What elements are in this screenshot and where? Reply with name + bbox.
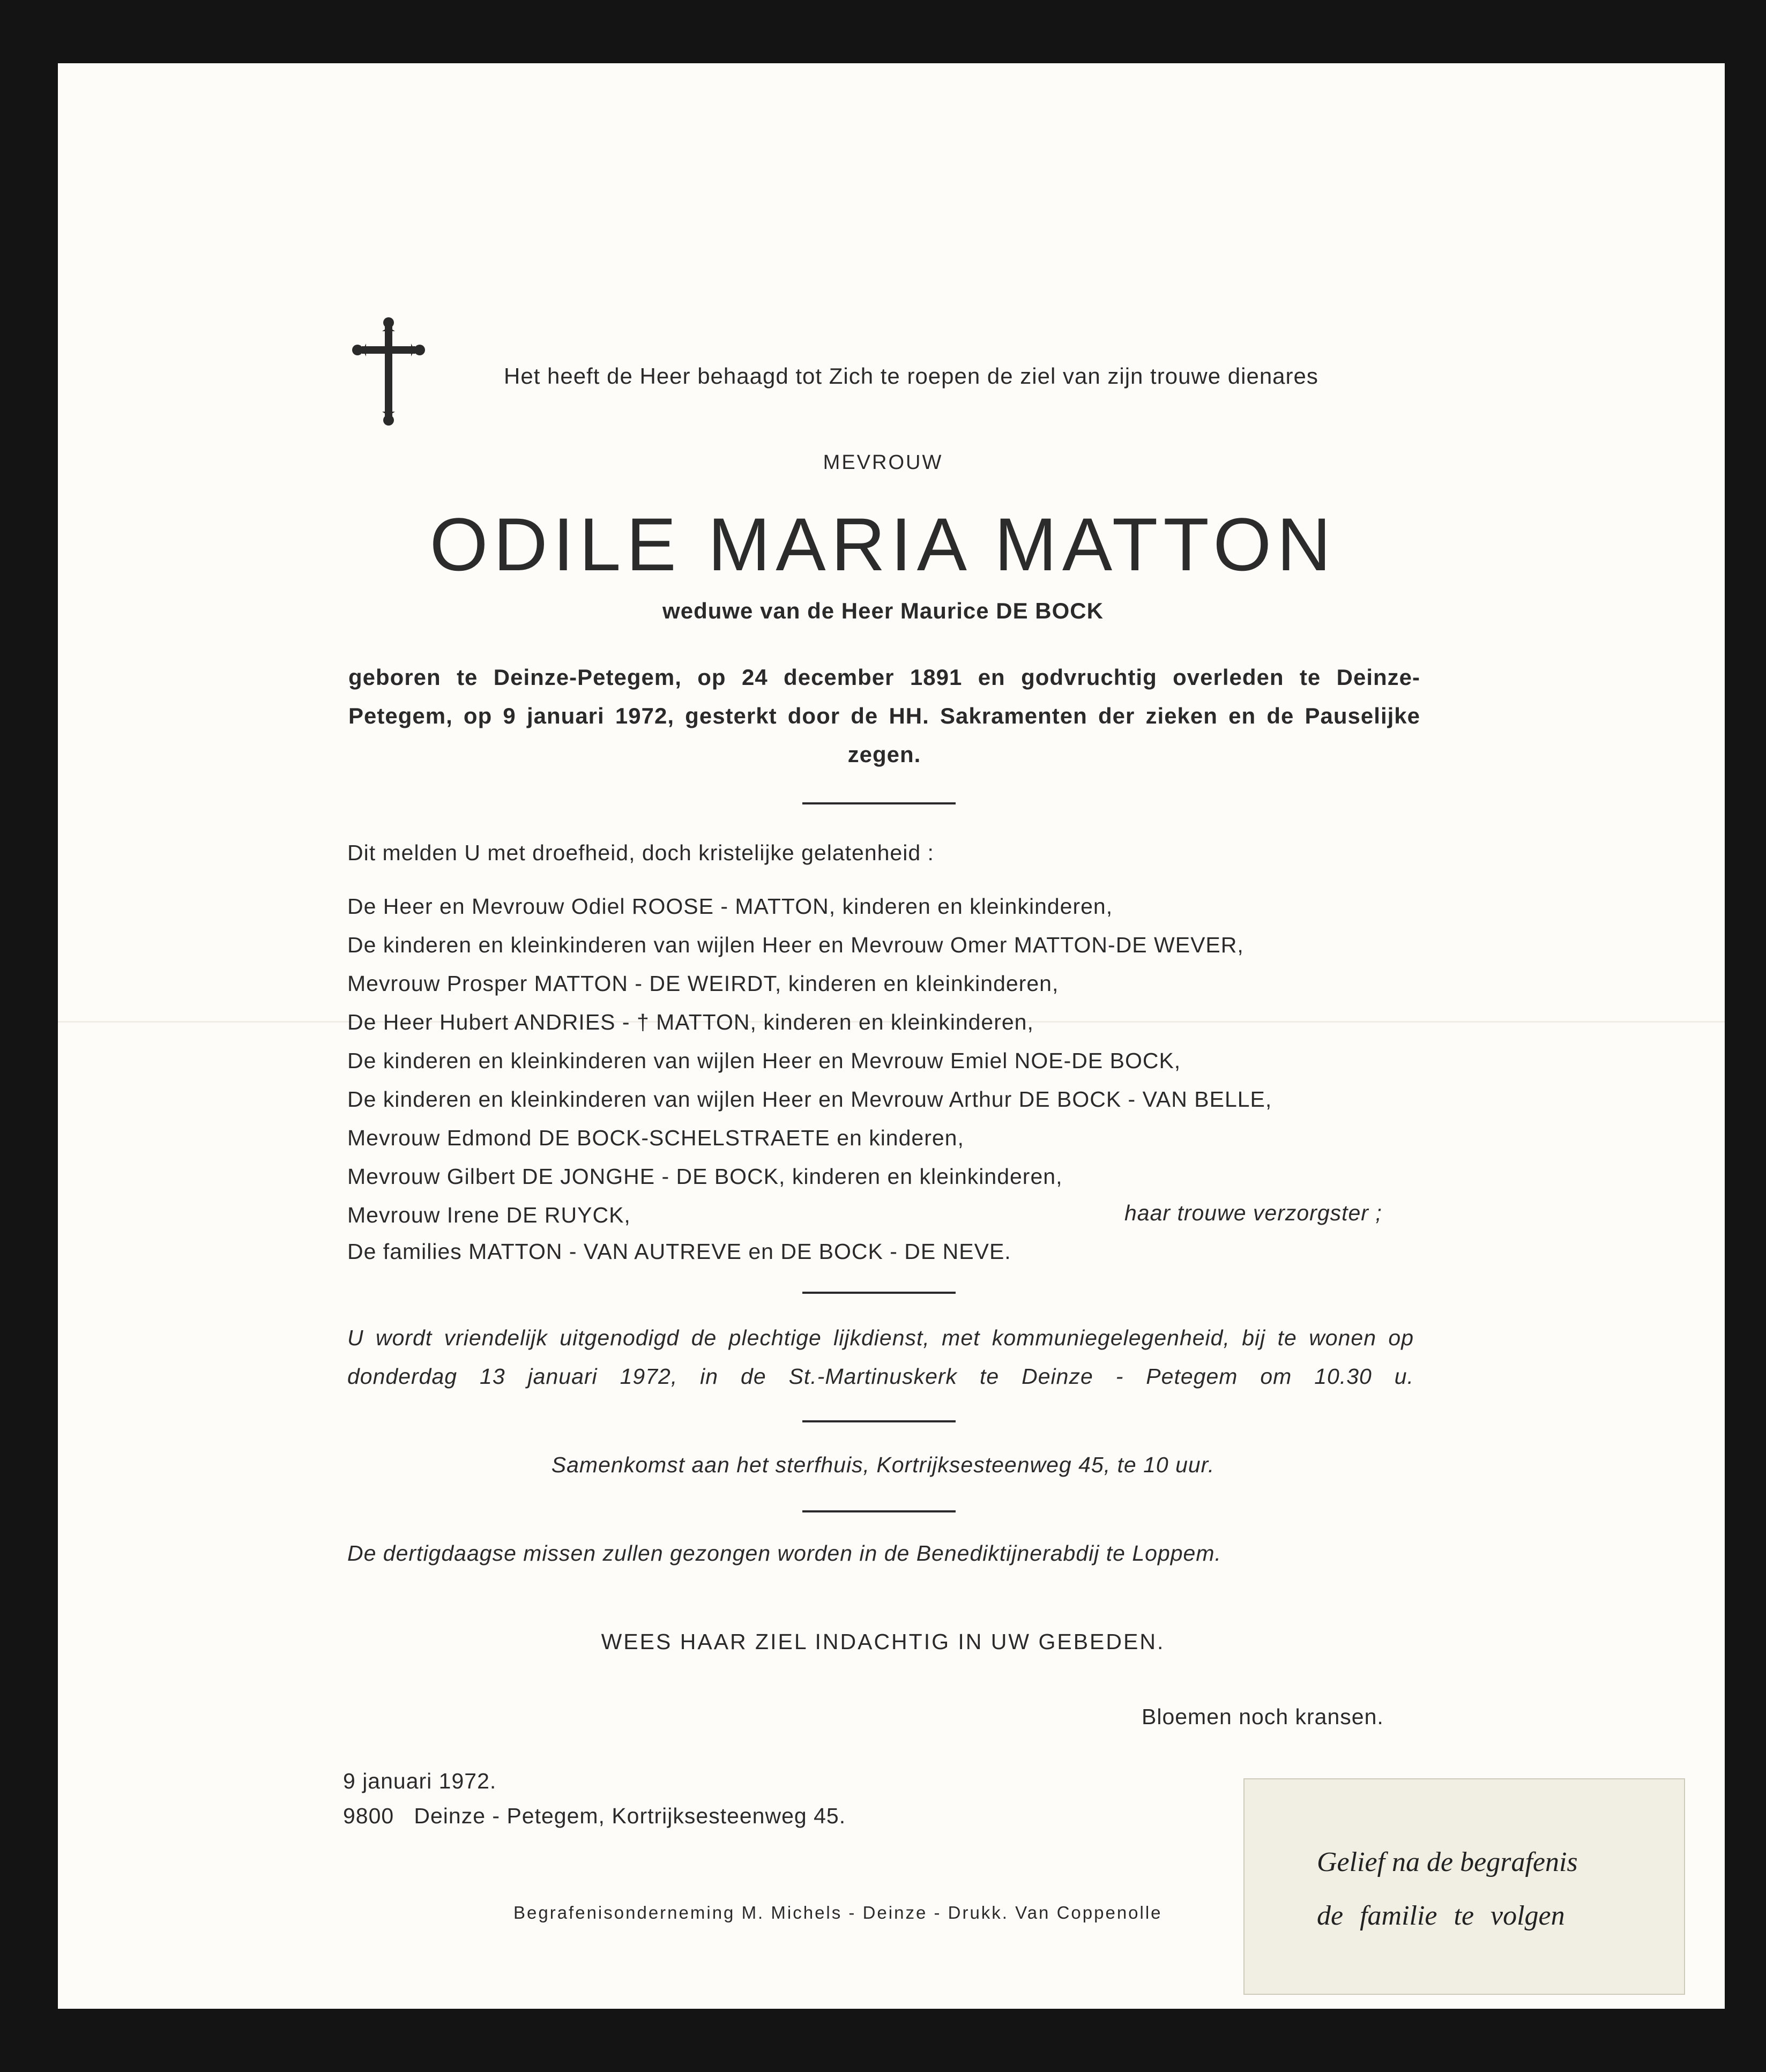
- divider: [802, 1292, 956, 1294]
- family-line: De Heer Hubert ANDRIES - † MATTON, kinderen en kleinkinderen,: [347, 1010, 1034, 1034]
- title-text: MEVROUW: [823, 451, 943, 474]
- birth-death-text: geboren te Deinze-Petegem, op 24 december 1891 en godvruchtig overleden te Deinze-Petegem, op 9 januari 1972, gesterkt door de HH. Sakramenten der zieken en de Pauselijke zegen.: [348, 665, 1420, 767]
- widow-text: weduwe van de Heer Maurice DE BOCK: [662, 598, 1104, 623]
- invitation-text: U wordt vriendelijk uitgenodigd de plechtige lijkdienst, met kommuniegelegenheid, bij te wonen op donderdag 13 januari 1972, in de St.-Martinuskerk te Deinze - Petegem om 10.30 u.: [347, 1325, 1414, 1389]
- gathering-text: Samenkomst aan het sterfhuis, Kortrijksesteenweg 45, te 10 uur.: [551, 1452, 1215, 1477]
- announcement-text: Dit melden U met droefheid, doch kristelijke gelatenheid :: [347, 840, 934, 865]
- printer-credit: Begrafenisonderneming M. Michels - Deinze - Drukk. Van Coppenolle: [513, 1903, 1163, 1922]
- family-line: De kinderen en kleinkinderen van wijlen Heer en Mevrouw Omer MATTON-DE WEVER,: [347, 933, 1244, 957]
- flowers-text: Bloemen noch kransen.: [1142, 1704, 1384, 1729]
- divider: [802, 1420, 956, 1422]
- intro-text: Het heeft de Heer behaagd tot Zich te roepen de ziel van zijn trouwe dienares: [504, 363, 1318, 389]
- prayer-text: WEES HAAR ZIEL INDACHTIG IN UW GEBEDEN.: [601, 1629, 1165, 1654]
- family-line: De families MATTON - VAN AUTREVE en DE BOCK - DE NEVE.: [347, 1239, 1011, 1264]
- divider: [802, 1510, 956, 1512]
- budded-cross-icon: [351, 315, 426, 428]
- masses-text: De dertigdaagse missen zullen gezongen worden in de Benediktijnerabdij te Loppem.: [347, 1541, 1221, 1566]
- family-line: De kinderen en kleinkinderen van wijlen Heer en Mevrouw Emiel NOE-DE BOCK,: [347, 1048, 1181, 1073]
- family-line: Mevrouw Prosper MATTON - DE WEIRDT, kinderen en kleinkinderen,: [347, 971, 1059, 996]
- family-line: De kinderen en kleinkinderen van wijlen Heer en Mevrouw Arthur DE BOCK - VAN BELLE,: [347, 1087, 1272, 1112]
- family-line: Mevrouw Irene DE RUYCK,: [347, 1203, 631, 1227]
- paper-sheet: [58, 63, 1725, 2009]
- date-text: 9 januari 1972.: [343, 1769, 497, 1793]
- address-text: 9800 Deinze - Petegem, Kortrijksesteenweg 45.: [343, 1803, 846, 1828]
- family-line: Mevrouw Edmond DE BOCK-SCHELSTRAETE en kinderen,: [347, 1126, 964, 1150]
- deceased-name: ODILE MARIA MATTON: [429, 502, 1337, 586]
- card-line: Gelief na de begrafenis: [1317, 1847, 1578, 1877]
- divider: [802, 802, 956, 804]
- card-line: de familie te volgen: [1317, 1900, 1565, 1931]
- family-line: Mevrouw Gilbert DE JONGHE - DE BOCK, kinderen en kleinkinderen,: [347, 1164, 1063, 1189]
- attached-card: [1243, 1778, 1685, 1995]
- family-line: De Heer en Mevrouw Odiel ROOSE - MATTON, kinderen en kleinkinderen,: [347, 894, 1113, 919]
- caretaker-text: haar trouwe verzorgster ;: [1124, 1201, 1382, 1225]
